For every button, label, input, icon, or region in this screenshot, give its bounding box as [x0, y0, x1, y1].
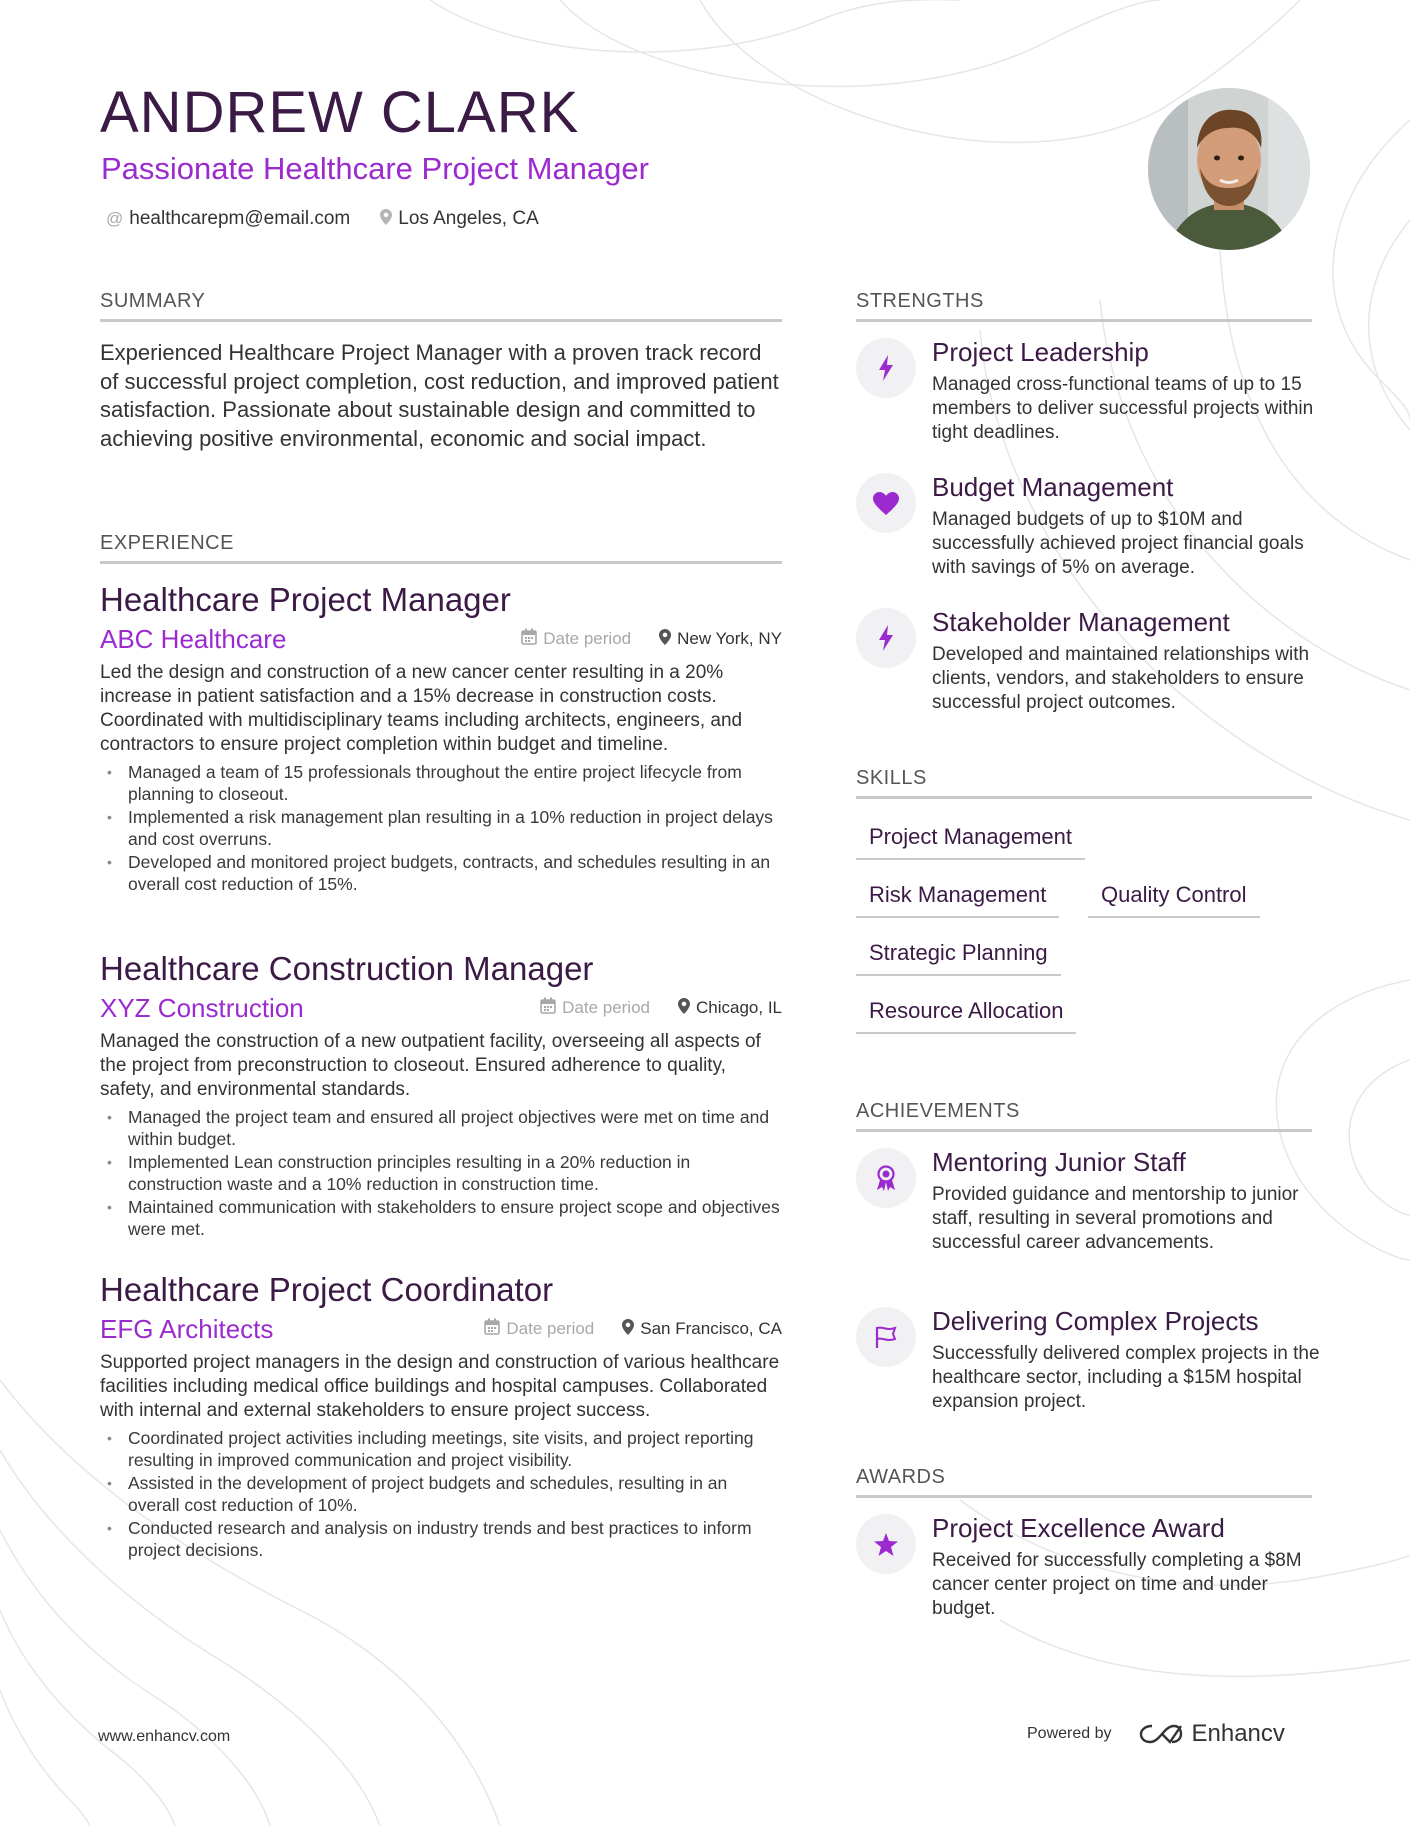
summary-text: Experienced Healthcare Project Manager with a proven track record of successful project completion, cost reduction, and improved patient satisfaction. Passionate about sustainable design and committed to achieving positive environmental, economic and social impact.: [100, 340, 779, 451]
skill-tag: Risk Management: [856, 882, 1059, 918]
lightning-icon: [856, 338, 916, 398]
achievement-description: Successfully delivered complex projects in the healthcare sector, including a $15M hospital expansion project.: [932, 1342, 1320, 1412]
lightning-icon: [856, 608, 916, 668]
flag-icon: [856, 1307, 916, 1367]
skill-tag: Resource Allocation: [856, 998, 1076, 1034]
skill-tag: Strategic Planning: [856, 940, 1061, 976]
strength-body: [932, 473, 1322, 580]
award-description: Received for successfully completing a $8M cancer center project on time and under budget.: [932, 1549, 1302, 1619]
experience-entry: [100, 580, 782, 896]
skill-tag: Project Management: [856, 824, 1085, 860]
bullet-item: • Coordinated project activities including meetings, site visits, and project reporting resulting in improved communication and project visibility.: [100, 1427, 782, 1472]
at-icon: @: [106, 209, 124, 228]
skill-tag: Quality Control: [1088, 882, 1260, 918]
bullet-item: • Implemented Lean construction principles resulting in a 20% reduction in construction waste and a 10% reduction in construction time.: [100, 1151, 782, 1196]
email-text: healthcarepm@email.com: [129, 208, 351, 229]
job-location-text: New York, NY: [677, 629, 782, 649]
powered-by-label: Powered by: [1027, 1725, 1112, 1742]
job-date-text: Date period: [562, 998, 650, 1018]
company-name: XYZ Construction: [100, 992, 304, 1023]
job-location-text: Chicago, IL: [696, 998, 782, 1018]
enhancv-logo[interactable]: [1138, 1720, 1285, 1748]
achievement-description: Provided guidance and mentorship to junior staff, resulting in several promotions and successful career advancements.: [932, 1183, 1299, 1253]
star-icon: [856, 1514, 916, 1574]
section-title-skills: SKILLS: [856, 767, 1312, 799]
experience-entry: [100, 949, 782, 1241]
job-title: Healthcare Project Coordinator: [100, 1271, 554, 1308]
candidate-tagline: Passionate Healthcare Project Manager: [101, 151, 649, 186]
job-description: Led the design and construction of a new cancer center resulting in a 20% increase in patient satisfaction and a 15% decrease in construction costs. Coordinated with multidisciplinary teams including architects, engineers, and contractors to ensure project completion within budget and timeline.: [100, 661, 743, 755]
strength-title: Stakeholder Management: [932, 607, 1230, 637]
job-date-text: Date period: [543, 629, 632, 649]
job-meta: [540, 997, 782, 1019]
location-pin-icon: [678, 998, 690, 1019]
bullet-item: • Developed and monitored project budgets, contracts, and schedules resulting in an overall cost reduction of 15%.: [100, 851, 782, 896]
job-location: [622, 1319, 782, 1340]
heart-icon: [856, 473, 916, 533]
job-location: [659, 629, 782, 650]
contact-location: [380, 208, 538, 230]
location-pin-icon: [659, 629, 671, 650]
job-location: [678, 998, 782, 1019]
company-name: EFG Architects: [100, 1313, 274, 1344]
bullet-item: • Maintained communication with stakeholders to ensure project scope and objectives were met.: [100, 1196, 782, 1241]
experience-entry: [100, 1270, 782, 1562]
job-date: [540, 997, 650, 1019]
job-description: Supported project managers in the design and construction of various healthcare facilities including medical office buildings and hospital campuses. Collaborated with internal and external stakeholders to ensure project success.: [100, 1351, 780, 1421]
contact-email[interactable]: [106, 208, 350, 230]
job-meta: [521, 628, 782, 650]
bullet-item: • Conducted research and analysis on industry trends and best practices to inform project decisions.: [100, 1517, 782, 1562]
job-meta: [484, 1318, 782, 1340]
strength-body: [932, 608, 1322, 715]
candidate-name: ANDREW CLARK: [100, 80, 580, 145]
bullet-item: • Implemented a risk management plan resulting in a 10% reduction in project delays and cost overruns.: [100, 806, 782, 851]
job-meta-row: [100, 1314, 782, 1345]
contact-row: [106, 208, 539, 230]
job-title: Healthcare Project Manager: [100, 581, 511, 618]
location-pin-icon: [622, 1319, 634, 1340]
section-title-strengths: STRENGTHS: [856, 290, 1312, 322]
award-title: Project Excellence Award: [932, 1513, 1225, 1543]
location-text: Los Angeles, CA: [398, 208, 539, 229]
calendar-icon: [540, 997, 556, 1019]
section-title-experience: EXPERIENCE: [100, 532, 782, 564]
enhancv-logo-icon: [1138, 1722, 1184, 1746]
strength-description: Managed cross-functional teams of up to 15 members to deliver successful projects within tight deadlines.: [932, 373, 1314, 443]
job-location-text: San Francisco, CA: [640, 1319, 782, 1339]
achievement-body: [932, 1307, 1322, 1414]
medal-icon: [856, 1148, 916, 1208]
job-bullets: [100, 761, 782, 896]
section-title-summary: SUMMARY: [100, 290, 782, 322]
bullet-item: • Managed a team of 15 professionals throughout the entire project lifecycle from planning to closeout.: [100, 761, 782, 806]
strength-title: Project Leadership: [932, 337, 1149, 367]
job-bullets: [100, 1427, 782, 1562]
job-date: [484, 1318, 594, 1340]
footer-website[interactable]: www.enhancv.com: [98, 1728, 231, 1745]
job-meta-row: [100, 993, 782, 1024]
section-title-achievements: ACHIEVEMENTS: [856, 1100, 1312, 1132]
bullet-item: • Managed the project team and ensured all project objectives were met on time and within budget.: [100, 1106, 782, 1151]
strength-body: [932, 338, 1322, 445]
section-title-awards: AWARDS: [856, 1466, 1312, 1498]
profile-photo: [1148, 88, 1310, 250]
company-name: ABC Healthcare: [100, 623, 287, 654]
achievement-body: [932, 1148, 1322, 1255]
strength-description: Managed budgets of up to $10M and successfully achieved project financial goals with savings of 5% on average.: [932, 508, 1304, 578]
strength-title: Budget Management: [932, 472, 1174, 502]
brand-name: Enhancv: [1191, 1720, 1285, 1747]
job-description: Managed the construction of a new outpatient facility, overseeing all aspects of the project from preconstruction to closeout. Ensured adherence to quality, safety, and environmental standards.: [100, 1030, 761, 1100]
strength-description: Developed and maintained relationships with clients, vendors, and stakeholders to ensure successful project outcomes.: [932, 643, 1310, 713]
footer-branding: [1027, 1720, 1285, 1748]
location-pin-icon: [380, 209, 392, 230]
achievement-title: Mentoring Junior Staff: [932, 1147, 1186, 1177]
award-body: [932, 1514, 1322, 1621]
job-bullets: [100, 1106, 782, 1241]
calendar-icon: [484, 1318, 500, 1340]
job-date: [521, 628, 631, 650]
job-meta-row: [100, 624, 782, 655]
achievement-title: Delivering Complex Projects: [932, 1306, 1259, 1336]
calendar-icon: [521, 628, 537, 650]
job-title: Healthcare Construction Manager: [100, 950, 594, 987]
job-date-text: Date period: [506, 1319, 595, 1339]
bullet-item: • Assisted in the development of project budgets and schedules, resulting in an overall cost reduction of 10%.: [100, 1472, 782, 1517]
